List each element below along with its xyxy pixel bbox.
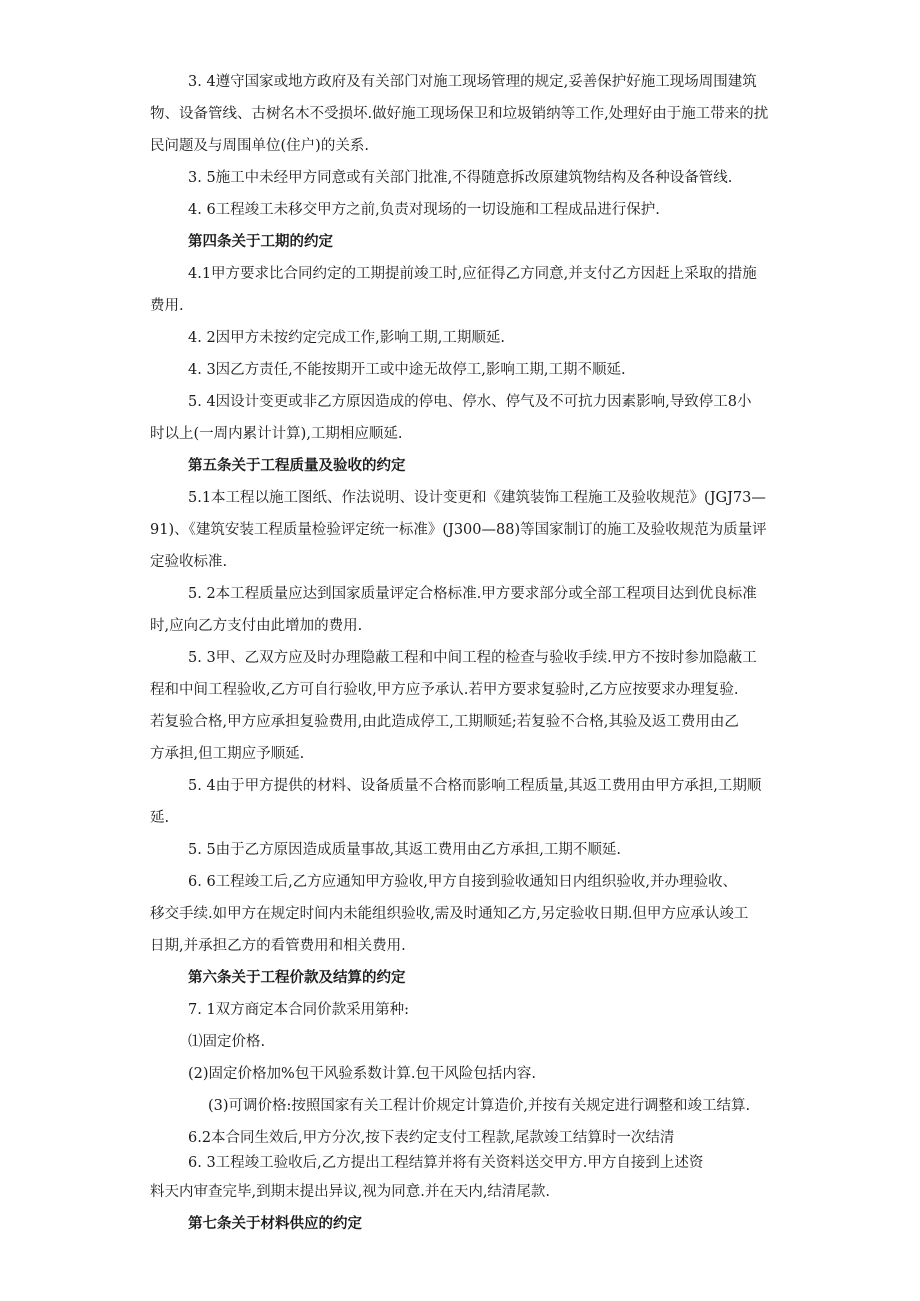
paragraph-line: (3)可调价格:按照国家有关工程计价规定计算造价,并按有关规定进行调整和竣工结算. xyxy=(208,1098,751,1114)
paragraph-line: (2)固定价格加%包干风验系数计算.包干风险包括内容. xyxy=(188,1066,537,1082)
paragraph-line: 91)、《建筑安装工程质量检验评定统一标准》(J300—88)等国家制订的施工及验收规范为质量评 xyxy=(150,522,767,538)
paragraph-line: ⑴固定价格. xyxy=(188,1034,266,1050)
paragraph-line: 3. 4遵守国家或地方政府及有关部门对施工现场管理的规定,妥善保护好施工现场周围建筑 xyxy=(188,74,757,90)
paragraph-line: 5. 5由于乙方原因造成质量事故,其返工费用由乙方承担,工期不顺延. xyxy=(188,842,621,858)
paragraph-line: 6.2本合同生效后,甲方分次,按下表约定支付工程款,尾款竣工结算时一次结清 xyxy=(188,1130,675,1146)
paragraph-line: 程和中间工程验收,乙方可自行验收,甲方应予承认.若甲方要求复验时,乙方应按要求办理复验. xyxy=(150,682,739,698)
paragraph-line: 费用. xyxy=(150,298,184,314)
section-heading: 第四条关于工期的约定 xyxy=(188,234,333,250)
paragraph-line: 5.1本工程以施工图纸、作法说明、设计变更和《建筑装饰工程施工及验收规范》(JGJ73— xyxy=(188,490,766,506)
paragraph-line: 时以上(一周内累计计算),工期相应顺延. xyxy=(150,426,403,442)
paragraph-line: 方承担,但工期应予顺延. xyxy=(150,746,305,762)
paragraph-line: 4. 2因甲方未按约定完成工作,影响工期,工期顺延. xyxy=(188,330,505,346)
paragraph-line: 3. 5施工中未经甲方同意或有关部门批准,不得随意拆改原建筑物结构及各种设备管线. xyxy=(188,170,733,186)
paragraph-line: 若复验合格,甲方应承担复验费用,由此造成停工,工期顺延;若复验不合格,其验及返工费用由乙 xyxy=(150,714,739,730)
paragraph-line: 移交手续.如甲方在规定时间内未能组织验收,需及时通知乙方,另定验收日期.但甲方应承认竣工 xyxy=(150,906,749,922)
paragraph-line: 时,应向乙方支付由此增加的费用. xyxy=(150,618,363,634)
paragraph-line: 6. 3工程竣工验收后,乙方提出工程结算并将有关资料送交甲方.甲方自接到上述资 xyxy=(188,1155,704,1171)
paragraph-line: 民问题及与周围单位(住户)的关系. xyxy=(150,138,369,154)
paragraph-line: 5. 4因设计变更或非乙方原因造成的停电、停水、停气及不可抗力因素影响,导致停工8小 xyxy=(188,394,752,410)
paragraph-line: 7. 1双方商定本合同价款采用第种: xyxy=(188,1002,410,1018)
paragraph-line: 物、设备管线、古树名木不受损坏.做好施工现场保卫和垃圾销纳等工作,处理好由于施工带来的扰 xyxy=(150,106,769,122)
paragraph-line: 4. 3因乙方责任,不能按期开工或中途无故停工,影响工期,工期不顺延. xyxy=(188,362,626,378)
paragraph-line: 4.1甲方要求比合同约定的工期提前竣工时,应征得乙方同意,并支付乙方因赶上采取的措施 xyxy=(188,266,757,282)
paragraph-line: 日期,并承担乙方的看管费用和相关费用. xyxy=(150,938,406,954)
paragraph-line: 5. 4由于甲方提供的材料、设备质量不合格而影响工程质量,其返工费用由甲方承担,工期顺 xyxy=(188,778,762,794)
paragraph-line: 料天内审查完毕,到期末提出异议,视为同意.并在天内,结清尾款. xyxy=(150,1184,551,1200)
paragraph-line: 延. xyxy=(150,810,170,826)
paragraph-line: 4. 6工程竣工未移交甲方之前,负责对现场的一切设施和工程成品进行保护. xyxy=(188,202,660,218)
paragraph-line: 6. 6工程竣工后,乙方应通知甲方验收,甲方自接到验收通知日内组织验收,并办理验收、 xyxy=(188,874,737,890)
section-heading: 第七条关于材料供应的约定 xyxy=(188,1216,362,1232)
paragraph-line: 5. 3甲、乙双方应及时办理隐蔽工程和中间工程的检查与验收手续.甲方不按时参加隐蔽工 xyxy=(188,650,757,666)
section-heading: 第五条关于工程质量及验收的约定 xyxy=(188,458,406,474)
section-heading: 第六条关于工程价款及结算的约定 xyxy=(188,970,406,986)
paragraph-line: 5. 2本工程质量应达到国家质量评定合格标准.甲方要求部分或全部工程项目达到优良标准 xyxy=(188,586,757,602)
paragraph-line: 定验收标准. xyxy=(150,554,228,570)
